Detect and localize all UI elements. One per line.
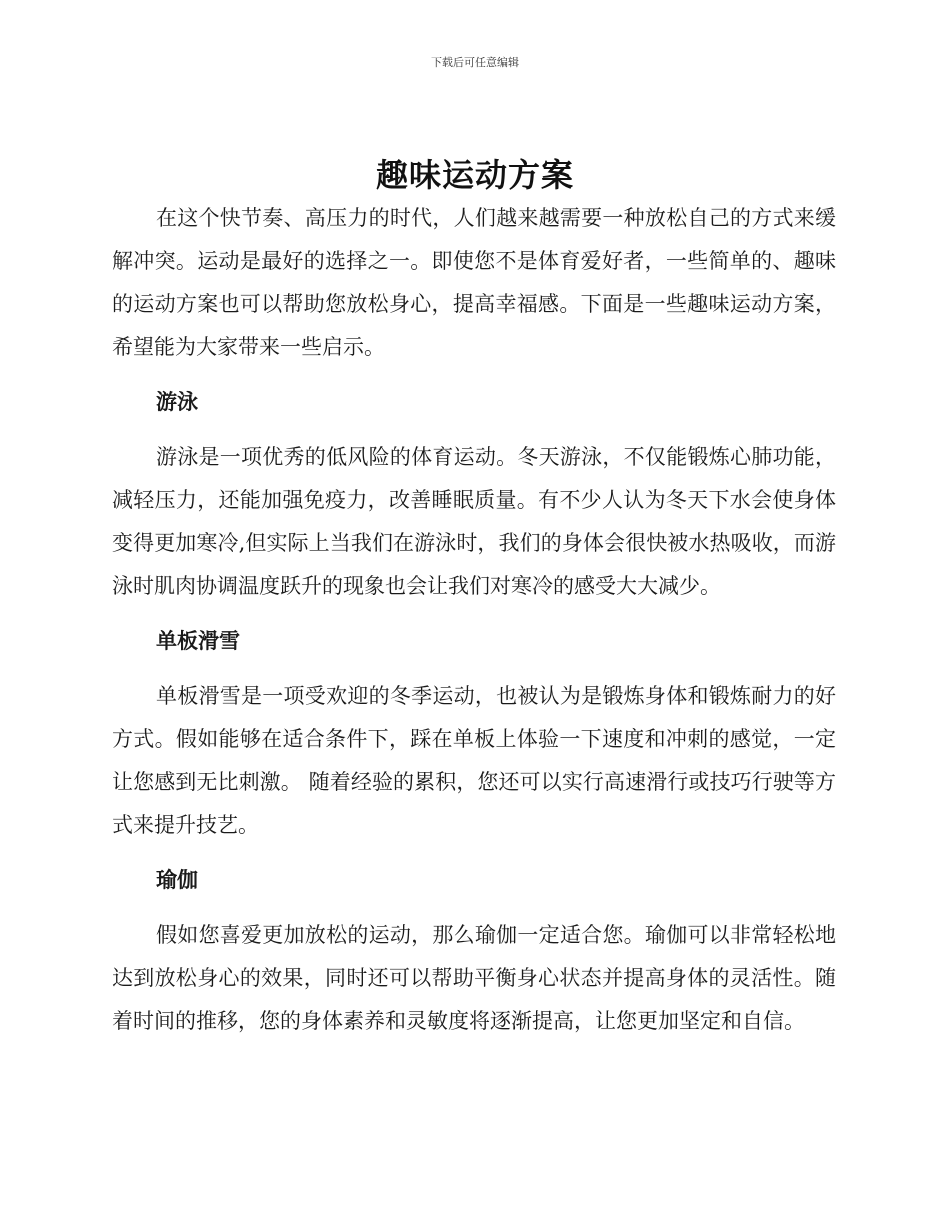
document-title: 趣味运动方案	[375, 156, 574, 194]
section-body-swimming: 游泳是一项优秀的低风险的体育运动。冬天游泳，不仅能锻炼心肺功能，减轻压力，还能加强免疫力，改善睡眠质量。有不少人认为冬天下水会使身体变得更加寒冷,但实际上当我们在游泳时，我们的身体会很快被水热吸收，而游泳时肌肉协调温度跃升的现象也会让我们对寒冷的感受大大减少。	[112, 445, 836, 598]
section-heading-swimming: 游泳	[156, 390, 198, 414]
section-heading-snowboarding: 单板滑雪	[156, 629, 240, 653]
section-body-snowboarding: 单板滑雪是一项受欢迎的冬季运动，也被认为是锻炼身体和锻炼耐力的好方式。假如能够在适合条件下，踩在单板上体验一下速度和冲刺的感觉，一定让您感到无比刺激。 随着经验的累积，您还可以实行高速滑行或技巧行驶等方式来提升技艺。	[112, 684, 836, 837]
intro-paragraph: 在这个快节奏、高压力的时代，人们越来越需要一种放松自己的方式来缓解冲突。运动是最好的选择之一。即使您不是体育爱好者，一些简单的、趣味的运动方案也可以帮助您放松身心，提高幸福感。下面是一些趣味运动方案，希望能为大家带来一些启示。	[112, 206, 836, 359]
header-note: 下载后可任意编辑	[431, 56, 519, 69]
section-body-yoga: 假如您喜爱更加放松的运动，那么瑜伽一定适合您。瑜伽可以非常轻松地达到放松身心的效果，同时还可以帮助平衡身心状态并提高身体的灵活性。随着时间的推移，您的身体素养和灵敏度将逐渐提高，让您更加坚定和自信。	[112, 923, 836, 1033]
section-heading-yoga: 瑜伽	[156, 868, 198, 892]
document-body	[112, 197, 836, 1043]
